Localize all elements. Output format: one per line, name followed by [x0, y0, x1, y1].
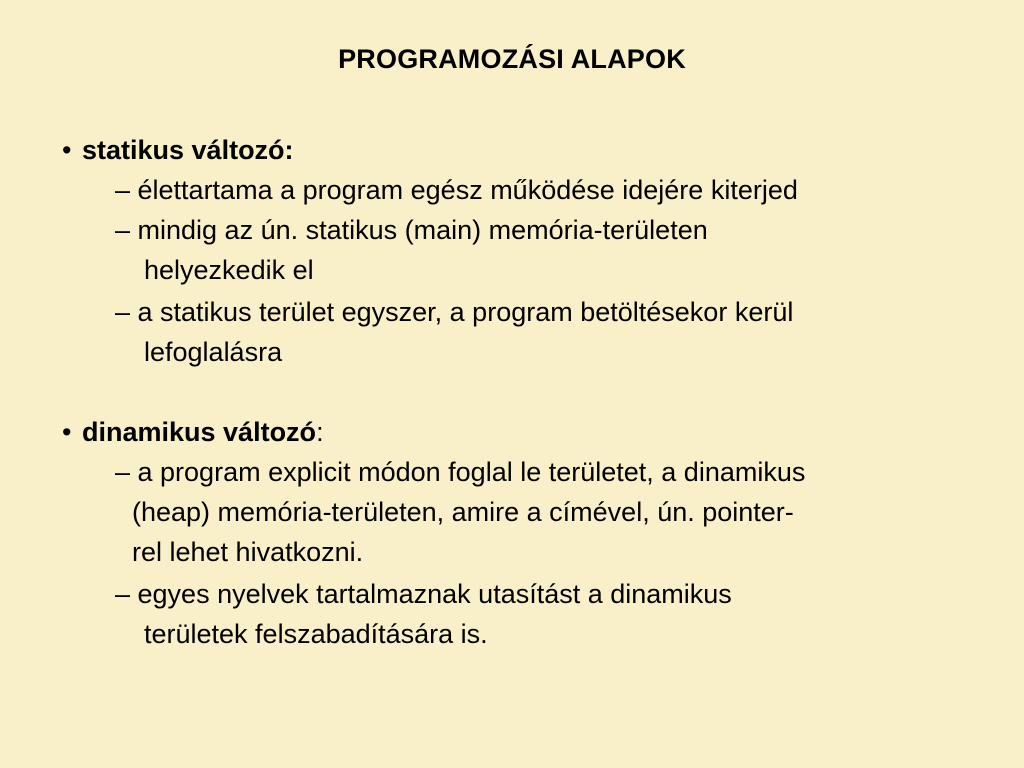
text-line: (heap) memória-területen, amire a címével, ún. pointer- — [132, 497, 794, 527]
text-line: – a program explicit módon foglal le területet, a dinamikus — [115, 457, 806, 487]
section-heading-static — [62, 130, 294, 170]
section-heading-dynamic — [62, 412, 324, 452]
text-line: lefoglalásra — [144, 337, 283, 367]
text-line: helyezkedik el — [144, 255, 314, 285]
text-line: – a statikus terület egyszer, a program betöltésekor kerül — [115, 297, 794, 327]
heading-text: statikus változó: — [82, 135, 294, 165]
heading-text: dinamikus változó — [82, 417, 317, 447]
slide-title: PROGRAMOZÁSI ALAPOK — [338, 44, 686, 74]
heading-suffix: : — [316, 417, 324, 447]
text-line: rel lehet hivatkozni. — [132, 537, 364, 567]
text-line: – egyes nyelvek tartalmaznak utasítást a dinamikus — [115, 579, 732, 609]
bullet: • — [62, 135, 72, 165]
text-line: területek felszabadítására is. — [144, 619, 488, 649]
text-line: – élettartama a program egész működése idejére kiterjed — [115, 175, 798, 205]
text-line: – mindig az ún. statikus (main) memória-területen — [115, 215, 708, 245]
bullet: • — [62, 417, 72, 447]
